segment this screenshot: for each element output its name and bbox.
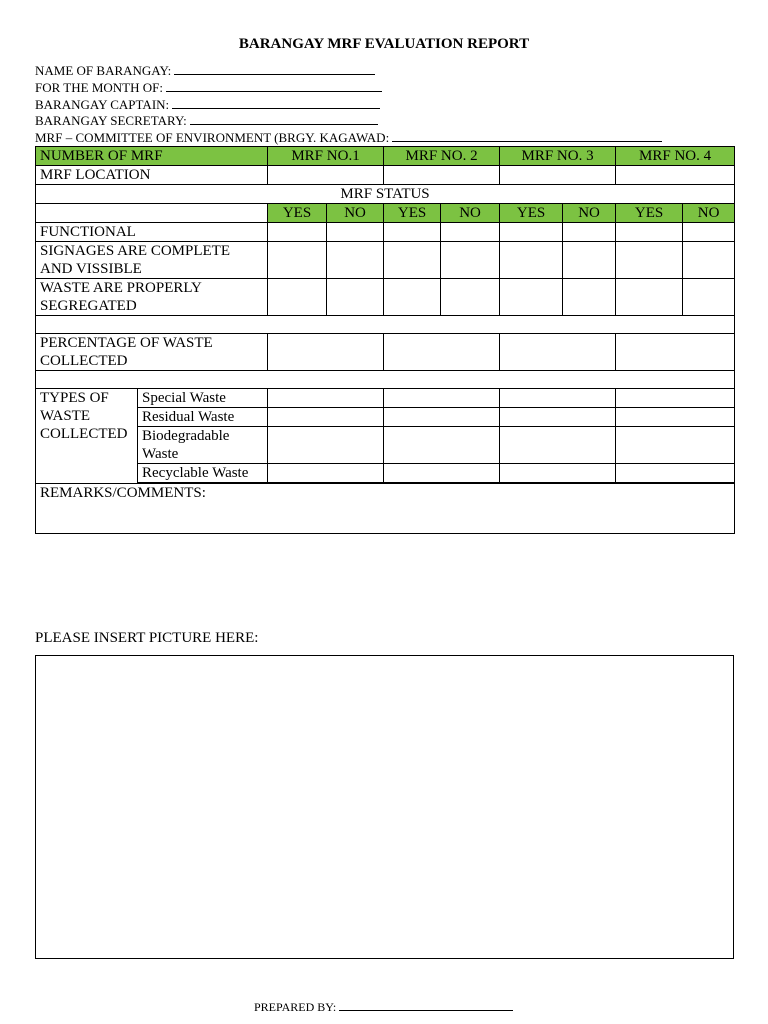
waste-cell[interactable] — [500, 389, 616, 408]
location-cell[interactable] — [500, 166, 616, 185]
number-of-mrf-label: NUMBER OF MRF — [36, 147, 268, 166]
empty-cell — [36, 204, 268, 223]
prepared-by-field — [254, 1000, 513, 1015]
waste-cell[interactable] — [500, 464, 616, 483]
check-cell[interactable] — [616, 279, 683, 316]
mrf-2-header: MRF NO. 2 — [384, 147, 500, 166]
picture-box[interactable] — [35, 655, 734, 959]
remarks-label: REMARKS/COMMENTS: — [40, 485, 206, 501]
no-header: NO — [563, 204, 616, 223]
spacer-row — [36, 316, 735, 334]
waste-cell[interactable] — [268, 464, 384, 483]
prepared-by-label: PREPARED BY: — [254, 1000, 337, 1014]
location-cell[interactable] — [268, 166, 384, 185]
spacer-cell — [36, 316, 735, 334]
waste-cell[interactable] — [384, 408, 500, 427]
waste-type-label: Special Waste — [138, 389, 268, 408]
kagawad-field — [35, 129, 735, 146]
location-row — [36, 166, 735, 185]
field-label: MRF – COMMITTEE OF ENVIRONMENT (BRGY. KAGAWAD: — [35, 130, 390, 146]
barangay-name-field — [35, 62, 735, 79]
percentage-cell[interactable] — [384, 334, 500, 371]
header-row — [36, 147, 735, 166]
secretary-blank[interactable] — [190, 112, 378, 125]
yes-header: YES — [500, 204, 563, 223]
check-cell[interactable] — [384, 242, 441, 279]
month-blank[interactable] — [166, 79, 382, 92]
check-cell[interactable] — [268, 279, 327, 316]
percentage-label: PERCENTAGE OF WASTE COLLECTED — [36, 334, 268, 371]
spacer-cell — [36, 371, 735, 389]
check-cell[interactable] — [500, 223, 563, 242]
field-label: FOR THE MONTH OF: — [35, 79, 163, 95]
location-cell[interactable] — [616, 166, 735, 185]
check-cell[interactable] — [683, 279, 735, 316]
percentage-cell[interactable] — [616, 334, 735, 371]
waste-type-label: Residual Waste — [138, 408, 268, 427]
field-label: BARANGAY SECRETARY: — [35, 113, 187, 129]
yes-header: YES — [384, 204, 441, 223]
check-cell[interactable] — [563, 242, 616, 279]
waste-row-recyclable — [36, 464, 735, 483]
waste-cell[interactable] — [268, 389, 384, 408]
mrf-status-label: MRF STATUS — [36, 185, 735, 204]
evaluation-table — [35, 146, 735, 534]
check-cell[interactable] — [268, 223, 327, 242]
waste-cell[interactable] — [384, 427, 500, 464]
check-cell[interactable] — [683, 223, 735, 242]
check-cell[interactable] — [327, 279, 384, 316]
remarks-row — [36, 484, 735, 534]
captain-field — [35, 96, 735, 113]
waste-cell[interactable] — [384, 389, 500, 408]
waste-row-special — [36, 389, 735, 408]
waste-row-residual — [36, 408, 735, 427]
secretary-field — [35, 112, 735, 129]
no-header: NO — [327, 204, 384, 223]
check-cell[interactable] — [616, 223, 683, 242]
field-label: NAME OF BARANGAY: — [35, 63, 172, 78]
check-cell[interactable] — [563, 223, 616, 242]
check-cell[interactable] — [441, 223, 500, 242]
prepared-by-blank[interactable] — [339, 1000, 513, 1011]
insert-picture-label: PLEASE INSERT PICTURE HERE: — [35, 630, 259, 646]
check-cell[interactable] — [268, 242, 327, 279]
mrf-location-label: MRF LOCATION — [36, 166, 268, 185]
status-title-row — [36, 185, 735, 204]
check-cell[interactable] — [441, 242, 500, 279]
spacer-row — [36, 371, 735, 389]
functional-row — [36, 223, 735, 242]
percentage-row — [36, 334, 735, 371]
check-cell[interactable] — [500, 242, 563, 279]
no-header: NO — [441, 204, 500, 223]
remarks-cell[interactable] — [36, 484, 735, 534]
captain-blank[interactable] — [172, 96, 380, 109]
waste-type-label: Recyclable Waste — [138, 464, 268, 483]
check-cell[interactable] — [500, 279, 563, 316]
waste-cell[interactable] — [616, 389, 735, 408]
check-cell[interactable] — [384, 223, 441, 242]
segregated-label: WASTE ARE PROPERLY SEGREGATED — [36, 279, 268, 316]
month-field — [35, 79, 735, 96]
no-header: NO — [683, 204, 735, 223]
percentage-cell[interactable] — [500, 334, 616, 371]
signages-label: SIGNAGES ARE COMPLETE AND VISSIBLE — [36, 242, 268, 279]
header-fields — [35, 62, 735, 146]
waste-cell[interactable] — [500, 427, 616, 464]
waste-cell[interactable] — [616, 427, 735, 464]
percentage-cell[interactable] — [268, 334, 384, 371]
yes-header: YES — [616, 204, 683, 223]
location-cell[interactable] — [384, 166, 500, 185]
signages-row — [36, 242, 735, 279]
waste-cell[interactable] — [500, 408, 616, 427]
check-cell[interactable] — [616, 242, 683, 279]
check-cell[interactable] — [384, 279, 441, 316]
waste-cell[interactable] — [616, 408, 735, 427]
check-cell[interactable] — [327, 223, 384, 242]
yes-no-row — [36, 204, 735, 223]
waste-type-label: Biodegradable Waste — [138, 427, 268, 464]
mrf-1-header: MRF NO.1 — [268, 147, 384, 166]
functional-label: FUNCTIONAL — [36, 223, 268, 242]
check-cell[interactable] — [683, 242, 735, 279]
barangay-name-blank[interactable] — [174, 62, 375, 75]
segregated-row — [36, 279, 735, 316]
mrf-4-header: MRF NO. 4 — [616, 147, 735, 166]
check-cell[interactable] — [327, 242, 384, 279]
report-title: BARANGAY MRF EVALUATION REPORT — [238, 36, 530, 52]
waste-cell[interactable] — [268, 408, 384, 427]
kagawad-blank[interactable] — [392, 129, 662, 142]
check-cell[interactable] — [563, 279, 616, 316]
yes-header: YES — [268, 204, 327, 223]
waste-cell[interactable] — [384, 464, 500, 483]
waste-cell[interactable] — [268, 427, 384, 464]
waste-row-biodegradable — [36, 427, 735, 464]
field-label: BARANGAY CAPTAIN: — [35, 96, 170, 112]
check-cell[interactable] — [441, 279, 500, 316]
mrf-3-header: MRF NO. 3 — [500, 147, 616, 166]
types-of-waste-label: TYPES OF WASTE COLLECTED — [36, 389, 138, 484]
waste-cell[interactable] — [616, 464, 735, 483]
